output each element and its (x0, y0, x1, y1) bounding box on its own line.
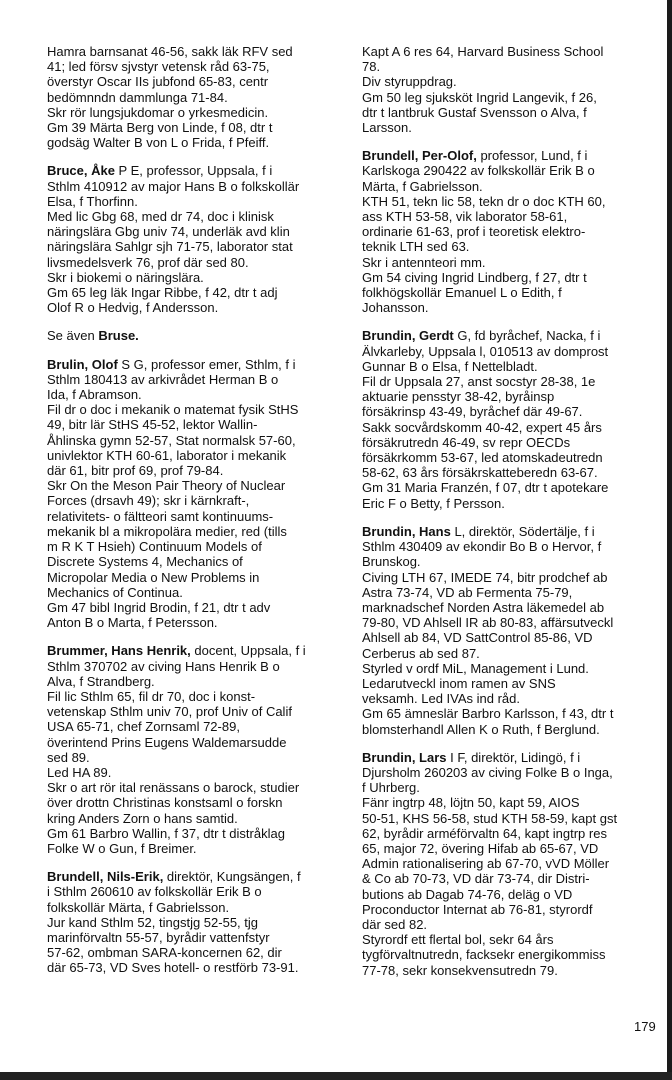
entry-continued-left (47, 44, 359, 150)
entry-text: G, fd byråchef, Nacka, f i Älvkarleby, Uppsala l, 010513 av domprost Gunnar B o Elsa, f Nettelbladt. Fil dr Uppsala 27, anst socstyr 28-38, 1e aktuarie pensstyr 38-42, byråinsp försäkrinsp 43-49, byråchef där 49-67. Sakk socvårdskomm 40-42, expert 45 års försäkrutredn 46-49, sv repr OECDs försäkrkomm 53-67, led atomskadeutredn 58-62, 63 års försäkrskatteberedn 63-67. Gm 31 Maria Franzén, f 07, dtr t apotekare Eric F o Betty, f Persson. (362, 328, 609, 511)
entry-text: docent, Uppsala, f i Sthlm 370702 av civing Hans Henrik B o Alva, f Strandberg. Fil lic Sthlm 65, fil dr 70, doc i konst- vetenskap Sthlm univ 70, prof Univ of Calif USA 65-71, chef Zornsaml 72-89, överintend Prins Eugens Waldemarsudde sed 89. Led HA 89. Skr o art rör ital renässans o barock, studier över drottn Christinas konstsaml o forskn kring Anders Zorn o hans samtid. Gm 61 Barbro Wallin, f 37, dtr t distråklag Folke W o Gun, f Breimer. (47, 643, 306, 856)
entry-text: Hamra barnsanat 46-56, sakk läk RFV sed 41; led försv sjvstyr vetensk råd 63-75, överstyr Oscar IIs jubfond 65-83, centr bedömnndn dammlunga 71-84. Skr rör lungsjukdomar o yrkesmedicin. Gm 39 Märta Berg von Linde, f 08, dtr t godsäg Walter B von L o Frida, f Pfeiff. (47, 44, 293, 151)
scan-edge-bottom (0, 1072, 672, 1080)
entry-name: Bruce, Åke (47, 163, 115, 179)
entry-text: professor, Lund, f i Karlskoga 290422 av folkskollär Erik B o Märta, f Gabrielsson. KTH 51, tekn lic 58, tekn dr o doc KTH 60, ass KTH 53-58, vik laborator 58-61, ordinarie 61-63, prof i teoretisk elektro- teknik LTH sed 63. Skr i antennteori mm. Gm 54 civing Ingrid Lindberg, f 27, dtr t folkhögskollär Emanuel L o Edith, f Johansson. (362, 148, 606, 316)
entry-text: Kapt A 6 res 64, Harvard Business School 78. Div styruppdrag. Gm 50 leg sjuksköt Ingrid Langevik, f 26, dtr t lantbruk Gustaf Svensson o Alva, f Larsson. (362, 44, 604, 136)
entry-name: Brulin, Olof (47, 356, 118, 372)
entry-text: L, direktör, Södertälje, f i Sthlm 430409 av ekondir Bo B o Hervor, f Brunskog. Civing LTH 67, IMEDE 74, bitr prodchef ab Astra 73-74, VD ab Fermenta 75-79, marknadschef Norden Astra läkemedel ab 79-80, VD Ahlsell IR ab 80-83, affärsutveckl Ahlsell ab 84, VD SattControl 85-86, VD Cerberus ab sed 87. Styrled v ordf MiL, Management i Lund. Ledarutveckl inom ramen av SNS veksamh. Led IVAs ind råd. Gm 65 ämneslär Barbro Karlsson, f 43, dtr t blomsterhandl Allen K o Ruth, f Berglund. (362, 523, 614, 737)
entry-bruce-ake (47, 163, 359, 315)
entry-name: Brummer, Hans Henrik, (47, 643, 191, 659)
entry-continued-right (362, 44, 664, 135)
entry-text: I F, direktör, Lidingö, f i Djursholm 260203 av civing Folke B o Inga, f Uhrberg. Fänr ingtrp 48, löjtn 50, kapt 59, AIOS 50-51, KHS 56-58, stud KTH 58-59, kapt gst 62, byrådir arméförvaltn 64, kapt ingtrp res 65, major 72, övering Hifab ab 65-67, VD Admin rationalisering ab 67-70, vVD Möller & Co ab 70-73, VD där 73-74, dir Distri- butions ab Dagab 74-76, deläg o VD Proconductor Internat ab 76-81, styrordf där sed 82. Styrordf ett flertal bol, sekr 64 års tygförvaltnutredn, facksekr energikommiss 77-78, sekr konsekvensutredn 79. (362, 749, 618, 978)
page-number: 179 (634, 1019, 656, 1034)
left-column (47, 44, 359, 989)
entry-brummer-hans-henrik (47, 643, 359, 856)
entry-text: direktör, Kungsängen, f i Sthlm 260610 av folkskollär Erik B o folkskollär Märta, f Gabrielsson. Jur kand Sthlm 52, tingstjg 52-55, tjg marinförvaltn 55-57, byrådir vattenfstyr 57-62, ombman SARA-koncernen 62, dir där 65-73, VD Sves hotell- o restförb 73-91. (47, 869, 301, 976)
entry-brulin-olof (47, 357, 359, 631)
see-also-ref: Bruse. (98, 328, 139, 344)
entry-brundin-gerdt (362, 328, 664, 510)
entry-name: Brundin, Lars (362, 749, 447, 765)
see-also-note (47, 328, 359, 343)
see-also-prefix: Se även (47, 328, 99, 344)
entry-brundin-hans (362, 524, 664, 737)
entry-brundell-nils-erik (47, 869, 359, 975)
entry-name: Brundin, Gerdt (362, 328, 454, 344)
entry-name: Brundell, Nils-Erik, (47, 869, 164, 885)
entry-brundell-per-olof (362, 148, 664, 315)
entry-text: P E, professor, Uppsala, f i Sthlm 410912 av major Hans B o folkskollär Elsa, f Thorfinn. Med lic Gbg 68, med dr 74, doc i klinisk näringslära Gbg univ 74, underläk avd klin näringslära Sahlgr sjh 71-75, laborator stat livsmedelsverk 76, prof där sed 80. Skr i biokemi o näringslära. Gm 65 leg läk Ingar Ribbe, f 42, dtr t adj Olof R o Hedvig, f Andersson. (47, 163, 300, 316)
entry-brundin-lars (362, 750, 664, 978)
entry-text: S G, professor emer, Sthlm, f i Sthlm 180413 av arkivrådet Herman B o Ida, f Abramson. Fil dr o doc i mekanik o matemat fysik StHS 49, bitr lär StHS 45-52, lektor Wallin- Åhlinska gymn 52-57, Stat normalsk 57-60, univlektor KTH 60-61, laborator i mekanik där 61, bitr prof 69, prof 79-84. Skr On the Meson Pair Theory of Nuclear Forces (drsavh 49); skr i kärnkraft-, relativitets- o fältteori samt kontinuums- mekanik bl a mikropolära medier, red (tills m R K T Hsieh) Continuum Models of Discrete Systems 4, Mechanics of Micropolar Media o New Problems in Mechanics of Continua. Gm 47 bibl Ingrid Brodin, f 21, dtr t adv Anton B o Marta, f Petersson. (47, 356, 299, 631)
scan-edge-right (667, 0, 672, 1080)
entry-name: Brundell, Per-Olof, (362, 148, 477, 164)
right-column (362, 44, 664, 991)
entry-name: Brundin, Hans (362, 523, 451, 539)
